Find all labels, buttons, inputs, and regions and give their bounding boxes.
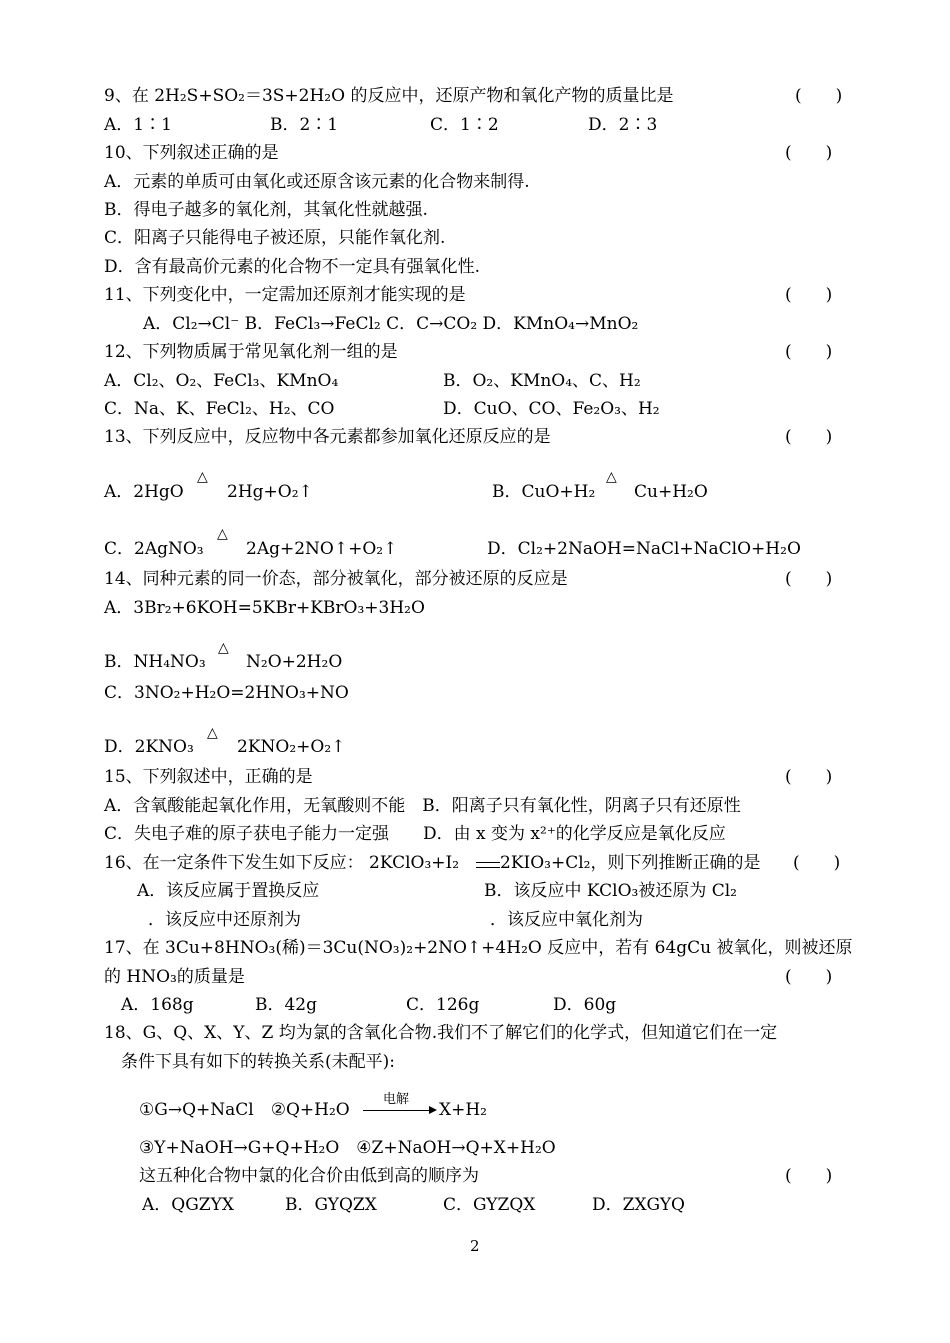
q18-question: 这五种化合物中氯的化合价由低到高的顺序为 — [139, 1166, 479, 1186]
q10-option-c: C．阳离子只能得电子被还原，只能作氧化剂. — [104, 228, 446, 248]
heat-triangle-icon: △ — [207, 725, 218, 741]
q13-option-c-product: 2Ag+2NO↑+O₂↑ — [246, 539, 398, 559]
electrolysis-arrow-shaft — [363, 1110, 429, 1111]
equals-sign — [476, 862, 500, 868]
q14-option-b-reactant: B．NH₄NO₃ — [104, 652, 206, 672]
q14-stem: 14、同种元素的同一价态，部分被氧化，部分被还原的反应是 — [104, 569, 568, 589]
q12-answer-paren: ( ) — [785, 342, 833, 362]
q17-option-a: A．168g — [121, 995, 194, 1015]
q13-stem: 13、下列反应中，反应物中各元素都参加氧化还原反应的是 — [104, 427, 551, 447]
q17-answer-paren: ( ) — [785, 967, 833, 987]
q11-stem: 11、下列变化中，一定需加还原剂才能实现的是 — [104, 285, 466, 305]
q16-answer-paren: ( ) — [793, 853, 841, 873]
q18-option-b: B．GYQZX — [285, 1195, 377, 1215]
q12-option-d: D．CuO、CO、Fe₂O₃、H₂ — [443, 399, 660, 419]
q13-option-a-product: 2Hg+O₂↑ — [227, 482, 313, 502]
q16-stem-part2: 2KIO₃+Cl₂，则下列推断正确的是 — [500, 853, 761, 873]
q15-stem: 15、下列叙述中，正确的是 — [104, 767, 313, 787]
q9-stem: 9、在 2H₂S+SO₂＝3S+2H₂O 的反应中，还原产物和氧化产物的质量比是 — [104, 86, 674, 106]
q9-option-d: D．2∶3 — [588, 115, 658, 135]
q14-answer-paren: ( ) — [785, 569, 833, 589]
q18-stem-line1: 18、G、Q、X、Y、Z 均为氯的含氧化合物.我们不了解它们的化学式，但知道它们在一定 — [104, 1023, 778, 1043]
heat-triangle-icon: △ — [606, 469, 617, 485]
q14-option-b-product: N₂O+2H₂O — [246, 652, 343, 672]
q16-option-d: ．该反应中氧化剂为 — [490, 910, 643, 930]
q9-option-c: C．1∶2 — [430, 115, 499, 135]
q13-option-d: D．Cl₂+2NaOH=NaCl+NaClO+H₂O — [487, 539, 801, 559]
heat-triangle-icon: △ — [217, 526, 228, 542]
q10-option-a: A．元素的单质可由氧化或还原含该元素的化合物来制得. — [104, 172, 530, 192]
q10-answer-paren: ( ) — [785, 143, 833, 163]
q12-option-a: A．Cl₂、O₂、FeCl₃、KMnO₄ — [104, 371, 339, 391]
q10-option-d: D．含有最高价元素的化合物不一定具有强氧化性. — [104, 257, 481, 277]
q13-option-c-reactant: C．2AgNO₃ — [104, 539, 204, 559]
q16-option-c: ．该反应中还原剂为 — [148, 910, 301, 930]
q11-options: A．Cl₂→Cl⁻ B．FeCl₃→FeCl₂ C．C→CO₂ D．KMnO₄→MnO₂ — [143, 314, 639, 334]
q17-option-c: C．126g — [406, 995, 480, 1015]
q17-stem-line1: 17、在 3Cu+8HNO₃(稀)＝3Cu(NO₃)₂+2NO↑+4H₂O 反应中，若有 64gCu 被氧化，则被还原 — [104, 938, 853, 958]
q15-answer-paren: ( ) — [785, 767, 833, 787]
q12-option-b: B．O₂、KMnO₄、C、H₂ — [443, 371, 641, 391]
q12-option-c: C．Na、K、FeCl₂、H₂、CO — [104, 399, 335, 419]
heat-triangle-icon: △ — [197, 469, 208, 485]
q16-option-a: A．该反应属于置换反应 — [137, 881, 320, 901]
q18-answer-paren: ( ) — [785, 1166, 833, 1186]
q13-option-b-reactant: B．CuO+H₂ — [492, 482, 596, 502]
q14-option-a: A．3Br₂+6KOH=5KBr+KBrO₃+3H₂O — [104, 598, 425, 618]
q13-option-b-product: Cu+H₂O — [634, 482, 708, 502]
q9-answer-paren: ( ) — [795, 86, 843, 106]
q18-stem-line2: 条件下具有如下的转换关系(未配平): — [121, 1052, 395, 1072]
q17-option-d: D．60g — [553, 995, 617, 1015]
q17-option-b: B．42g — [255, 995, 318, 1015]
q9-option-b: B．2∶1 — [270, 115, 339, 135]
page-number: 2 — [470, 1237, 480, 1255]
heat-triangle-icon: △ — [218, 640, 229, 656]
q16-stem-part1: 16、在一定条件下发生如下反应： 2KClO₃+I₂ — [104, 853, 460, 873]
q18-option-c: C．GYZQX — [443, 1195, 536, 1215]
q13-option-a-reactant: A．2HgO — [104, 482, 184, 502]
q13-answer-paren: ( ) — [785, 427, 833, 447]
q17-stem-line2: 的 HNO₃的质量是 — [104, 967, 245, 987]
q14-option-d-product: 2KNO₂+O₂↑ — [237, 737, 346, 757]
q18-option-d: D．ZXGYQ — [592, 1195, 685, 1215]
electrolysis-arrow-icon — [429, 1106, 437, 1114]
electrolysis-label: 电解 — [383, 1092, 410, 1107]
q12-stem: 12、下列物质属于常见氧化剂一组的是 — [104, 342, 398, 362]
q18-option-a: A．QGZYX — [142, 1195, 234, 1215]
q10-stem: 10、下列叙述正确的是 — [104, 143, 279, 163]
q14-option-d-reactant: D．2KNO₃ — [104, 737, 194, 757]
q11-answer-paren: ( ) — [785, 285, 833, 305]
q15-options-ab: A．含氧酸能起氧化作用，无氧酸则不能 B．阳离子只有氧化性，阴离子只有还原性 — [104, 796, 741, 816]
q14-option-c: C．3NO₂+H₂O=2HNO₃+NO — [104, 683, 349, 703]
q18-reaction-1-2: ①G→Q+NaCl ②Q+H₂O — [139, 1100, 350, 1120]
q10-option-b: B．得电子越多的氧化剂，其氧化性就越强. — [104, 200, 428, 220]
q18-reaction-3-4: ③Y+NaOH→G+Q+H₂O ④Z+NaOH→Q+X+H₂O — [139, 1138, 556, 1158]
q15-options-cd: C．失电子难的原子获电子能力一定强 D．由 x 变为 x²⁺的化学反应是氧化反应 — [104, 824, 726, 844]
q18-reaction-2-products: X+H₂ — [439, 1100, 487, 1120]
q9-option-a: A．1∶1 — [104, 115, 172, 135]
q16-option-b: B．该反应中 KClO₃被还原为 Cl₂ — [484, 881, 737, 901]
